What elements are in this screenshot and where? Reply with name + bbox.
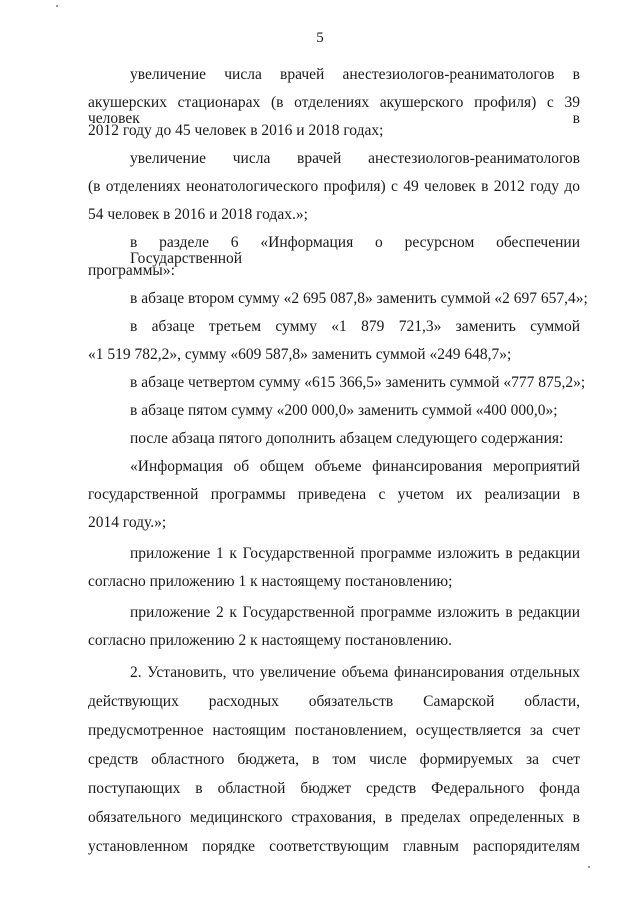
body-line: 54 человек в 2016 и 2018 годах.»; xyxy=(88,206,308,223)
body-line: увеличение числа врачей анестезиологов-реаниматологов в xyxy=(130,66,580,83)
body-line: 2012 году до 45 человек в 2016 и 2018 годах; xyxy=(88,122,384,139)
body-line: увеличение числа врачей анестезиологов-реаниматологов xyxy=(130,150,580,167)
body-line: приложение 1 к Государственной программе изложить в редакции xyxy=(130,545,580,562)
body-line: в абзаце четвертом сумму «615 366,5» заменить суммой «777 875,2»; xyxy=(130,374,586,391)
body-line: акушерских стационарах (в отделениях акушерского профиля) с 39 человек в xyxy=(88,94,580,127)
body-line: согласно приложению 2 к настоящему постановлению. xyxy=(88,632,452,649)
body-line: установленном порядке соответствующим главным распорядителям xyxy=(88,838,580,855)
body-line: «1 519 782,2», сумму «609 587,8» заменить суммой «249 648,7»; xyxy=(88,346,512,363)
body-line: в абзаце втором сумму «2 695 087,8» заменить суммой «2 697 657,4»; xyxy=(130,290,588,307)
body-line: средств областного бюджета, в том числе формируемых за счет xyxy=(88,751,580,768)
body-line: программы»: xyxy=(88,262,175,279)
body-line: 2. Установить, что увеличение объема финансирования отдельных xyxy=(130,664,580,681)
body-line: обязательного медицинского страхования, в пределах определенных в xyxy=(88,809,580,826)
body-line: приложение 2 к Государственной программе изложить в редакции xyxy=(130,604,580,621)
body-line: (в отделениях неонатологического профиля) с 49 человек в 2012 году до xyxy=(88,178,580,195)
body-line: после абзаца пятого дополнить абзацем следующего содержания: xyxy=(130,430,564,447)
body-line: согласно приложению 1 к настоящему постановлению; xyxy=(88,573,453,590)
body-line: предусмотренное настоящим постановлением, осуществляется за счет xyxy=(88,722,580,739)
body-line: 2014 году.»; xyxy=(88,514,167,531)
scan-speck xyxy=(588,866,590,868)
body-line: поступающих в областной бюджет средств Федерального фонда xyxy=(88,780,580,797)
body-line: в разделе 6 «Информация о ресурсном обеспечении Государственной xyxy=(130,234,580,267)
body-line: в абзаце пятом сумму «200 000,0» заменить суммой «400 000,0»; xyxy=(130,402,558,419)
page-number: 5 xyxy=(316,30,324,46)
body-line: действующих расходных обязательств Самарской области, xyxy=(88,693,580,710)
body-line: в абзаце третьем сумму «1 879 721,3» заменить суммой xyxy=(130,318,580,335)
body-line: государственной программы приведена с учетом их реализации в xyxy=(88,486,580,503)
body-line: «Информация об общем объеме финансирования мероприятий xyxy=(130,458,580,475)
scan-speck xyxy=(56,5,58,7)
